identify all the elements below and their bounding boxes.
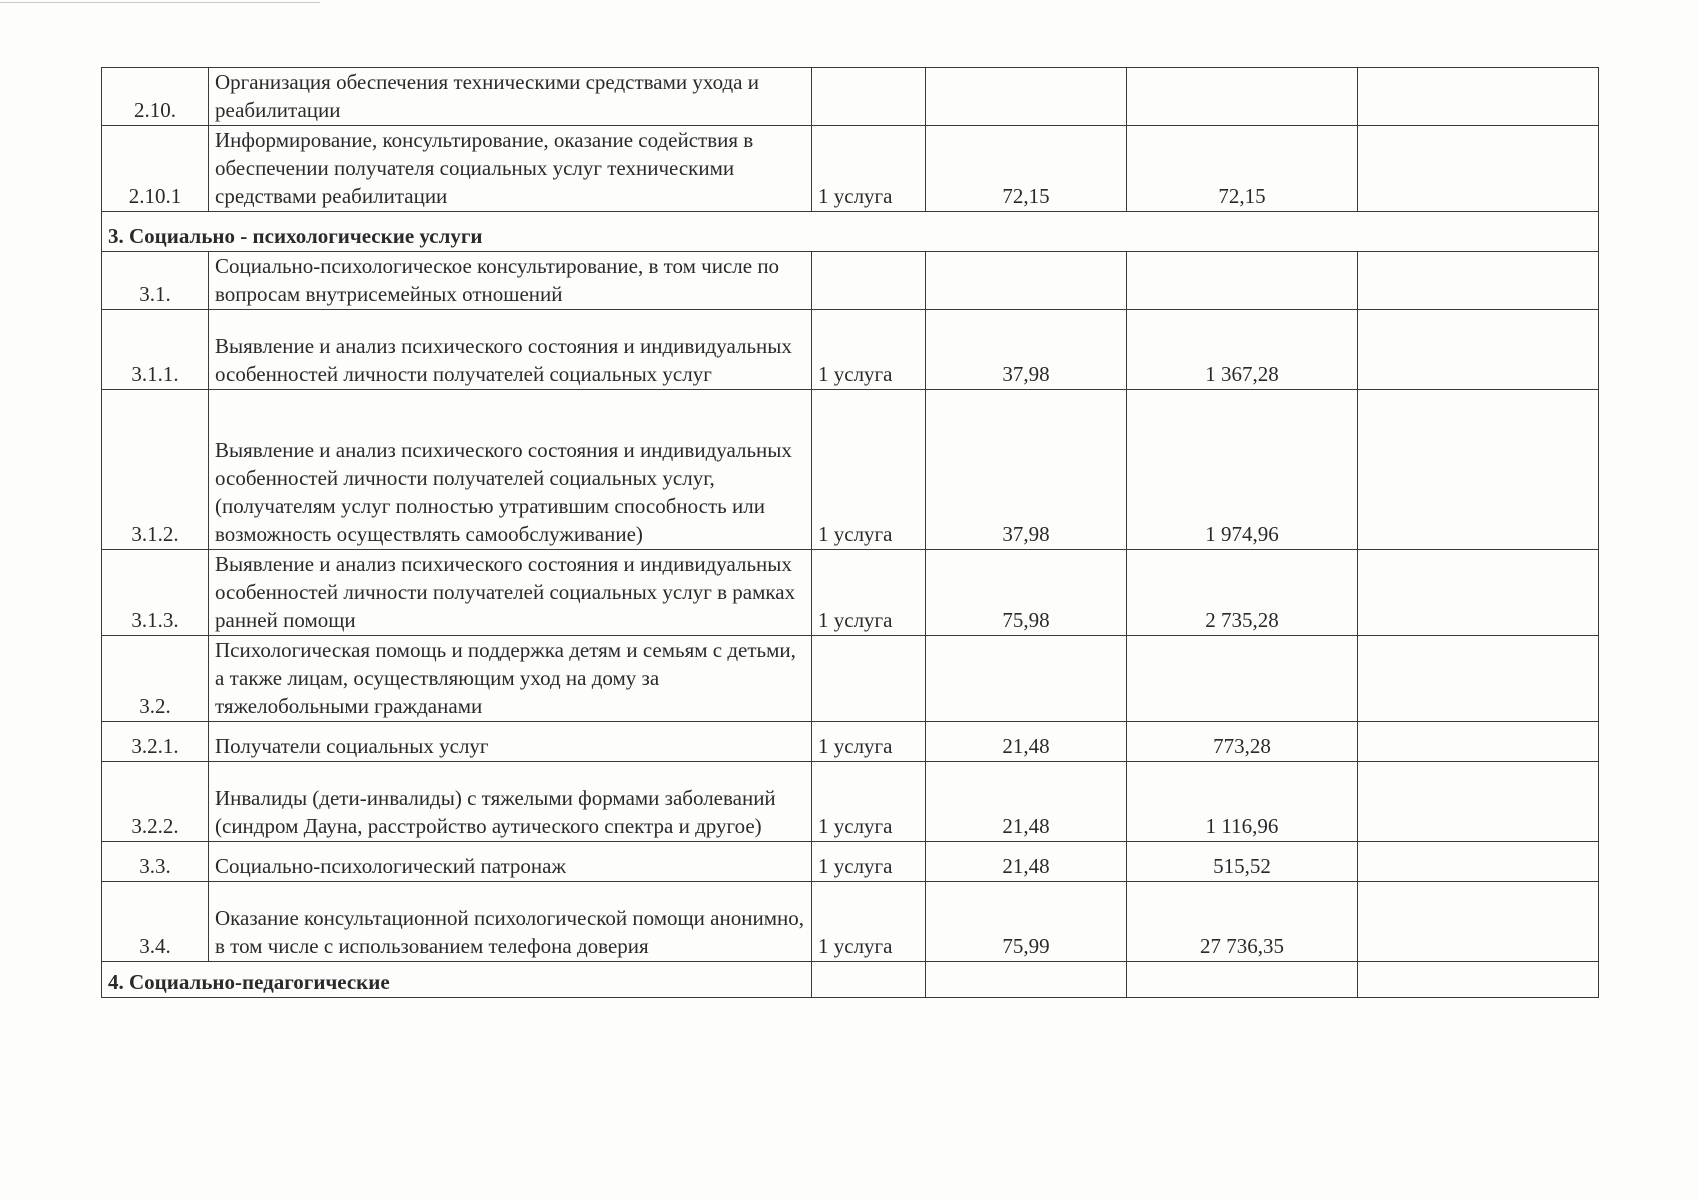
section-title: 4. Социально-педагогические: [102, 962, 812, 998]
total-cell: 1 116,96: [1127, 762, 1358, 842]
note-cell: [1358, 126, 1599, 212]
section-title: 3. Социально - психологические услуги: [102, 212, 1599, 252]
total-cell: [1127, 962, 1358, 998]
service-name: Выявление и анализ психического состояния и индивидуальных особенностей личности получателей социальных услуг, (получателям услуг полностью утратившим способность или возможность осуществлять самообслуживание): [209, 390, 812, 550]
total-cell: 773,28: [1127, 722, 1358, 762]
price-cell: 75,98: [926, 550, 1127, 636]
note-cell: [1358, 762, 1599, 842]
price-cell: 21,48: [926, 722, 1127, 762]
note-cell: [1358, 310, 1599, 390]
section-row: [102, 212, 1599, 252]
table-row: [102, 390, 1599, 550]
unit-cell: [812, 636, 926, 722]
service-name: Выявление и анализ психического состояния и индивидуальных особенностей личности получателей социальных услуг в рамках ранней помощи: [209, 550, 812, 636]
total-cell: 515,52: [1127, 842, 1358, 882]
service-name: Организация обеспечения техническими средствами ухода и реабилитации: [209, 68, 812, 126]
service-name: Выявление и анализ психического состояния и индивидуальных особенностей личности получателей социальных услуг: [209, 310, 812, 390]
unit-cell: [812, 252, 926, 310]
unit-cell: 1 услуга: [812, 882, 926, 962]
price-cell: 37,98: [926, 390, 1127, 550]
scan-artifact-line: [0, 2, 320, 3]
note-cell: [1358, 252, 1599, 310]
table-row: [102, 762, 1599, 842]
note-cell: [1358, 842, 1599, 882]
unit-cell: 1 услуга: [812, 550, 926, 636]
total-cell: 1 367,28: [1127, 310, 1358, 390]
price-cell: 37,98: [926, 310, 1127, 390]
note-cell: [1358, 636, 1599, 722]
unit-cell: 1 услуга: [812, 762, 926, 842]
item-number: 3.3.: [102, 842, 209, 882]
total-cell: [1127, 252, 1358, 310]
table-row: [102, 550, 1599, 636]
note-cell: [1358, 390, 1599, 550]
unit-cell: 1 услуга: [812, 722, 926, 762]
section-row: [102, 962, 1599, 998]
unit-cell: [812, 962, 926, 998]
note-cell: [1358, 962, 1599, 998]
service-name: Получатели социальных услуг: [209, 722, 812, 762]
table-row: [102, 252, 1599, 310]
table-row: [102, 68, 1599, 126]
unit-cell: 1 услуга: [812, 390, 926, 550]
price-cell: 72,15: [926, 126, 1127, 212]
service-name: Психологическая помощь и поддержка детям и семьям с детьми, а также лицам, осуществляющим уход на дому за тяжелобольными гражданами: [209, 636, 812, 722]
item-number: 3.1.: [102, 252, 209, 310]
tariff-table-body: [102, 68, 1599, 998]
item-number: 3.1.1.: [102, 310, 209, 390]
item-number: 2.10.: [102, 68, 209, 126]
service-name: Социально-психологическое консультирование, в том числе по вопросам внутрисемейных отношений: [209, 252, 812, 310]
item-number: 3.2.: [102, 636, 209, 722]
note-cell: [1358, 882, 1599, 962]
service-name: Инвалиды (дети-инвалиды) с тяжелыми формами заболеваний (синдром Дауна, расстройство аутического спектра и другое): [209, 762, 812, 842]
price-cell: [926, 636, 1127, 722]
unit-cell: 1 услуга: [812, 310, 926, 390]
item-number: 3.2.2.: [102, 762, 209, 842]
note-cell: [1358, 722, 1599, 762]
table-row: [102, 636, 1599, 722]
tariff-table: [101, 67, 1599, 998]
price-cell: 21,48: [926, 762, 1127, 842]
price-cell: [926, 962, 1127, 998]
item-number: 3.1.3.: [102, 550, 209, 636]
unit-cell: 1 услуга: [812, 126, 926, 212]
total-cell: 72,15: [1127, 126, 1358, 212]
total-cell: [1127, 636, 1358, 722]
note-cell: [1358, 550, 1599, 636]
unit-cell: [812, 68, 926, 126]
total-cell: 1 974,96: [1127, 390, 1358, 550]
price-cell: 21,48: [926, 842, 1127, 882]
table-row: [102, 310, 1599, 390]
total-cell: [1127, 68, 1358, 126]
table-row: [102, 842, 1599, 882]
unit-cell: 1 услуга: [812, 842, 926, 882]
item-number: 3.4.: [102, 882, 209, 962]
table-row: [102, 126, 1599, 212]
item-number: 2.10.1: [102, 126, 209, 212]
total-cell: 27 736,35: [1127, 882, 1358, 962]
price-cell: [926, 68, 1127, 126]
service-name: Оказание консультационной психологической помощи анонимно, в том числе с использованием телефона доверия: [209, 882, 812, 962]
service-name: Социально-психологический патронаж: [209, 842, 812, 882]
price-cell: [926, 252, 1127, 310]
note-cell: [1358, 68, 1599, 126]
table-row: [102, 882, 1599, 962]
service-name: Информирование, консультирование, оказание содействия в обеспечении получателя социальных услуг техническими средствами реабилитации: [209, 126, 812, 212]
table-row: [102, 722, 1599, 762]
price-cell: 75,99: [926, 882, 1127, 962]
total-cell: 2 735,28: [1127, 550, 1358, 636]
item-number: 3.1.2.: [102, 390, 209, 550]
item-number: 3.2.1.: [102, 722, 209, 762]
